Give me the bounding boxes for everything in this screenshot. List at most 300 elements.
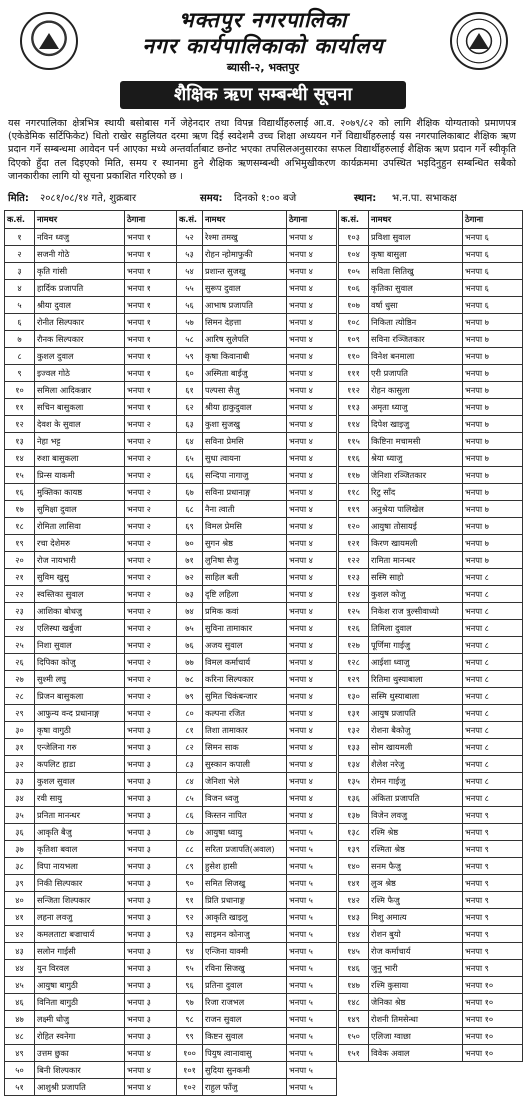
student-address: भनपा ४ (287, 671, 337, 688)
table-row (339, 450, 523, 467)
student-address: भनपा ८ (463, 722, 523, 739)
student-name: अमृता ध्याजु (369, 399, 463, 416)
student-address: भनपा २ (125, 416, 177, 433)
office-address: ब्यासी-२, भक्तपुर (226, 61, 300, 74)
student-address: भनपा ५ (287, 909, 337, 926)
student-address: भनपा ४ (287, 705, 337, 722)
table-row (5, 790, 177, 807)
serial-number: ५४ (177, 263, 203, 280)
student-address: भनपा ५ (287, 1028, 337, 1045)
student-address: भनपा ८ (463, 586, 523, 603)
student-name: सरिता प्रजापति(अवाल) (203, 841, 287, 858)
table-row (5, 688, 177, 705)
table-row (177, 756, 337, 773)
table-row (177, 722, 337, 739)
student-name: आरिष सुलेपति (203, 331, 287, 348)
student-name: आयुषा तोसायई (369, 518, 463, 535)
serial-number: १६ (5, 484, 35, 501)
serial-number: १४८ (339, 994, 369, 1011)
student-name: जेनिका श्रेष्ठ (369, 994, 463, 1011)
table-row (177, 246, 337, 263)
student-address: भनपा ३ (125, 994, 177, 1011)
table-row (177, 348, 337, 365)
student-name: सजनी गोठे (35, 246, 125, 263)
student-name: किष्टन सुवाल (203, 1028, 287, 1045)
student-name: सुविना तामाकार (203, 620, 287, 637)
table-row (339, 960, 523, 977)
student-address: भनपा १ (125, 399, 177, 416)
table-row (177, 552, 337, 569)
student-address: भनपा ६ (463, 280, 523, 297)
student-name: समिला आदिकन्नार (35, 382, 125, 399)
serial-number: १२६ (339, 620, 369, 637)
student-address: भनपा २ (125, 450, 177, 467)
serial-number: १५१ (339, 1045, 369, 1062)
student-name: रोनीत सिल्पकार (35, 314, 125, 331)
student-name: इज्वल गोठे (35, 365, 125, 382)
serial-number: ८ (5, 348, 35, 365)
student-address: भनपा ९ (463, 841, 523, 858)
student-name: सुमिक्षा दुवाल (35, 501, 125, 518)
table-row (339, 246, 523, 263)
serial-number: ६९ (177, 518, 203, 535)
table-row (177, 943, 337, 960)
student-address: भनपा १ (125, 297, 177, 314)
student-address: भनपा ३ (125, 926, 177, 943)
table-row (5, 416, 177, 433)
student-name: किरण खायमली (369, 535, 463, 552)
student-address: भनपा ४ (287, 365, 337, 382)
serial-number: १०७ (339, 297, 369, 314)
student-address: भनपा ७ (463, 348, 523, 365)
column-header-name: नामथर (203, 211, 287, 229)
student-address: भनपा ७ (463, 484, 523, 501)
table-row (177, 501, 337, 518)
student-address: भनपा १ (125, 382, 177, 399)
student-address: भनपा ३ (125, 841, 177, 858)
student-name: रोमिता लासिवा (35, 518, 125, 535)
student-address: भनपा ४ (125, 1062, 177, 1079)
column-header-sn: क.सं. (177, 211, 203, 229)
table-row (177, 841, 337, 858)
table-row (339, 858, 523, 875)
table-row (339, 399, 523, 416)
student-address: भनपा ४ (287, 569, 337, 586)
student-address: भनपा ६ (463, 229, 523, 246)
table-row (339, 671, 523, 688)
table-row (339, 824, 523, 841)
table-row (177, 960, 337, 977)
student-name: देवश के सुवाल (35, 416, 125, 433)
student-name: रामिता मानन्धर (369, 552, 463, 569)
serial-number: १०६ (339, 280, 369, 297)
table-row (339, 535, 523, 552)
student-name: प्रिजन बासुकला (35, 688, 125, 705)
serial-number: ९६ (177, 977, 203, 994)
student-name: सस्मि थुस्याबाला (369, 688, 463, 705)
serial-number: ५६ (177, 297, 203, 314)
column-header-sn: क.सं. (5, 211, 35, 229)
serial-number: ७८ (177, 671, 203, 688)
table-row (339, 773, 523, 790)
table-row (5, 705, 177, 722)
serial-number: १४२ (339, 892, 369, 909)
table-row (177, 926, 337, 943)
student-name: बिनी शिल्पकार (35, 1062, 125, 1079)
serial-number: ३३ (5, 773, 35, 790)
serial-number: ४३ (5, 943, 35, 960)
student-address: भनपा ५ (287, 977, 337, 994)
table-row (177, 399, 337, 416)
serial-number: २२ (5, 586, 35, 603)
serial-number: ११८ (339, 484, 369, 501)
table-row (177, 824, 337, 841)
student-address: भनपा ५ (287, 824, 337, 841)
student-address: भनपा ९ (463, 892, 523, 909)
table-row (339, 977, 523, 994)
student-name: सलोन गाईसी (35, 943, 125, 960)
student-address: भनपा ३ (125, 892, 177, 909)
student-address: भनपा ७ (463, 399, 523, 416)
student-name: दिपेश खाइजु (369, 416, 463, 433)
serial-number: १३ (5, 433, 35, 450)
table-row (177, 909, 337, 926)
table-row (5, 399, 177, 416)
municipality-seal-right (450, 12, 508, 70)
student-name: वर्षा धुसा (369, 297, 463, 314)
table-row (339, 348, 523, 365)
student-address: भनपा ४ (287, 688, 337, 705)
student-name: कमलताटा बज्राचार्य (35, 926, 125, 943)
serial-number: ७४ (177, 603, 203, 620)
student-name: सुरूप दुवाल (203, 280, 287, 297)
student-name: सुस्कान कपाली (203, 756, 287, 773)
serial-number: ९३ (177, 926, 203, 943)
student-address: भनपा ५ (287, 841, 337, 858)
table-row (5, 280, 177, 297)
student-name: कल्पना रजित (203, 705, 287, 722)
serial-number: ८० (177, 705, 203, 722)
serial-number: ८२ (177, 739, 203, 756)
table-row (177, 875, 337, 892)
student-address: भनपा ८ (463, 688, 523, 705)
table-row (339, 994, 523, 1011)
student-address: भनपा २ (125, 433, 177, 450)
student-address: भनपा ४ (287, 722, 337, 739)
table-row (5, 943, 177, 960)
student-address: भनपा ९ (463, 909, 523, 926)
time-label: समय: (200, 193, 223, 204)
table-row (339, 943, 523, 960)
serial-number: ५८ (177, 331, 203, 348)
serial-number: १४५ (339, 943, 369, 960)
student-name: सचिन बासुकला (35, 399, 125, 416)
student-address: भनपा ४ (287, 484, 337, 501)
student-address: भनपा ३ (125, 1028, 177, 1045)
student-name: रश्मि श्रेष्ठ (369, 824, 463, 841)
table-row (5, 994, 177, 1011)
table-row (339, 297, 523, 314)
student-address: भनपा २ (125, 637, 177, 654)
table-row (177, 433, 337, 450)
serial-number: ६८ (177, 501, 203, 518)
student-name: विनिता बागुठी (35, 994, 125, 1011)
table-row (339, 501, 523, 518)
serial-number: १०३ (339, 229, 369, 246)
serial-number: ५७ (177, 314, 203, 331)
student-name: रोहन न्होमाफुकी (203, 246, 287, 263)
table-row (5, 297, 177, 314)
student-address: भनपा ९ (463, 926, 523, 943)
serial-number: १३८ (339, 824, 369, 841)
table-row (5, 586, 177, 603)
serial-number: ३० (5, 722, 35, 739)
student-address: भनपा ४ (287, 416, 337, 433)
table-row (339, 552, 523, 569)
serial-number: ६२ (177, 399, 203, 416)
student-name: युन विरवल (35, 960, 125, 977)
table-row (177, 739, 337, 756)
student-address: भनपा ३ (125, 756, 177, 773)
serial-number: ८९ (177, 858, 203, 875)
table-row (177, 654, 337, 671)
student-name: कृषा किवानाबी (203, 348, 287, 365)
serial-number: ८५ (177, 790, 203, 807)
serial-number: ८१ (177, 722, 203, 739)
serial-number: ७९ (177, 688, 203, 705)
student-name: कृति गांसी (35, 263, 125, 280)
table-row (177, 858, 337, 875)
table-row (339, 926, 523, 943)
serial-number: ६१ (177, 382, 203, 399)
serial-number: १८ (5, 518, 35, 535)
table-row (5, 552, 177, 569)
student-name: सविता सितिखु (369, 263, 463, 280)
serial-number: ११९ (339, 501, 369, 518)
table-row (177, 620, 337, 637)
serial-number: १३४ (339, 756, 369, 773)
student-name: स्वस्तिका सुवाल (35, 586, 125, 603)
table-row (177, 535, 337, 552)
table-row (5, 892, 177, 909)
student-address: भनपा ७ (463, 450, 523, 467)
table-row (177, 688, 337, 705)
student-name: रोहन कासुला (369, 382, 463, 399)
student-name: विजन ध्वजु (203, 790, 287, 807)
table-row (177, 416, 337, 433)
student-name: जेनिशा भेले (203, 773, 287, 790)
header (0, 0, 526, 80)
table-row (339, 263, 523, 280)
student-address: भनपा ७ (463, 433, 523, 450)
student-address: भनपा ७ (463, 382, 523, 399)
time-value: दिनको १:०० बजे (234, 193, 297, 204)
serial-number: ९१ (177, 892, 203, 909)
student-name: रोमन गाईजु (369, 773, 463, 790)
student-address: भनपा ४ (287, 637, 337, 654)
student-name: रौनक सिल्पकार (35, 331, 125, 348)
student-table-3 (338, 210, 523, 1062)
serial-number: ११४ (339, 416, 369, 433)
student-name: रचा देशेमरु (35, 535, 125, 552)
table-row (5, 518, 177, 535)
student-name: विमल प्रेमसि (203, 518, 287, 535)
student-address: भनपा ७ (463, 552, 523, 569)
serial-number: ८३ (177, 756, 203, 773)
student-address: भनपा ५ (287, 943, 337, 960)
student-name: सिमन देहत्ता (203, 314, 287, 331)
serial-number: १४७ (339, 977, 369, 994)
student-address: भनपा ७ (463, 467, 523, 484)
student-name: एलिजा ग्वाछा (369, 1028, 463, 1045)
serial-number: १०९ (339, 331, 369, 348)
student-name: प्रिति प्रधानाङ्ग (203, 892, 287, 909)
table-row (339, 518, 523, 535)
student-address: भनपा ४ (287, 773, 337, 790)
student-address: भनपा ८ (463, 739, 523, 756)
student-name: करिना सिल्पकार (203, 671, 287, 688)
student-name: आयुषा बागुठी (35, 977, 125, 994)
student-name: रोशनी तिमसेन्धा (369, 1011, 463, 1028)
student-name: अंकिता प्रजापति (369, 790, 463, 807)
table-row (5, 450, 177, 467)
student-name: दृष्टि लहिला (203, 586, 287, 603)
student-name: सुदिया सुनकमी (203, 1062, 287, 1079)
student-address: भनपा ८ (463, 756, 523, 773)
table-row (177, 892, 337, 909)
serial-number: ९२ (177, 909, 203, 926)
table-row (5, 263, 177, 280)
student-name: समित सिजखु (203, 875, 287, 892)
table-row (5, 875, 177, 892)
serial-number: ३९ (5, 875, 35, 892)
student-name: कृषा बासुला (369, 246, 463, 263)
student-name: कुशल कोजु (369, 586, 463, 603)
table-row (5, 433, 177, 450)
serial-number: ९४ (177, 943, 203, 960)
student-name: सिमन साक (203, 739, 287, 756)
student-name: प्रतिना दुवाल (203, 977, 287, 994)
student-address: भनपा २ (125, 671, 177, 688)
student-address: भनपा ५ (287, 926, 337, 943)
student-address: भनपा ६ (463, 297, 523, 314)
student-address: भनपा ८ (463, 637, 523, 654)
student-address: भनपा ८ (463, 569, 523, 586)
table-row (339, 229, 523, 246)
student-address: भनपा ४ (287, 790, 337, 807)
serial-number: १४१ (339, 875, 369, 892)
serial-number: ११२ (339, 382, 369, 399)
student-address: भनपा ४ (287, 756, 337, 773)
table-row (5, 739, 177, 756)
serial-number: ४४ (5, 960, 35, 977)
serial-number: ४९ (5, 1045, 35, 1062)
student-address: भनपा ४ (287, 518, 337, 535)
serial-number: १०४ (339, 246, 369, 263)
student-name: साइमन कोनाजु (203, 926, 287, 943)
serial-number: १३० (339, 688, 369, 705)
student-address: भनपा १ (125, 229, 177, 246)
serial-number: ९५ (177, 960, 203, 977)
student-name: विपा नायभला (35, 858, 125, 875)
serial-number: १३६ (339, 790, 369, 807)
student-name: निकेश राज त्रुल्सीवाध्यो (369, 603, 463, 620)
table-row (177, 977, 337, 994)
table-row (177, 1011, 337, 1028)
serial-number: ६३ (177, 416, 203, 433)
student-name: प्रमिक कवां (203, 603, 287, 620)
table-row (339, 484, 523, 501)
serial-number: ७१ (177, 552, 203, 569)
serial-number: ८६ (177, 807, 203, 824)
table-row (339, 892, 523, 909)
student-address: भनपा १ (125, 348, 177, 365)
student-name: प्रविशा सुवाल (369, 229, 463, 246)
serial-number: १३९ (339, 841, 369, 858)
table-row (5, 824, 177, 841)
serial-number: १९ (5, 535, 35, 552)
student-name: शैलेश नरेजु (369, 756, 463, 773)
serial-number: ४ (5, 280, 35, 297)
student-address: भनपा २ (125, 501, 177, 518)
student-name: रश्मि कुसाया (369, 977, 463, 994)
student-name: एरी प्रजापति (369, 365, 463, 382)
student-address: भनपा १ (125, 365, 177, 382)
serial-number: १२ (5, 416, 35, 433)
student-address: भनपा ६ (463, 246, 523, 263)
student-table-2 (176, 210, 337, 1096)
student-name: जुनु भारी (369, 960, 463, 977)
table-row (177, 382, 337, 399)
date-value: २०८१/०८/१४ गते, शुक्रबार (40, 193, 137, 204)
student-address: भनपा ४ (287, 297, 337, 314)
table-row (339, 705, 523, 722)
student-address: भनपा ४ (287, 331, 337, 348)
place-label: स्थान: (354, 193, 377, 204)
serial-number: २८ (5, 688, 35, 705)
student-name: श्रेया ध्याजु (369, 450, 463, 467)
serial-number: १ (5, 229, 35, 246)
student-name: सुगन श्रेष्ठ (203, 535, 287, 552)
table-row (5, 484, 177, 501)
table-row (5, 569, 177, 586)
serial-number: ३८ (5, 858, 35, 875)
student-address: भनपा ४ (287, 535, 337, 552)
table-row (5, 331, 177, 348)
table-row (339, 365, 523, 382)
column-header-name: नामथर (35, 211, 125, 229)
table-row (177, 518, 337, 535)
student-address: भनपा ४ (287, 450, 337, 467)
student-name: रिजा राजभल (203, 994, 287, 1011)
student-address: भनपा ७ (463, 518, 523, 535)
student-name: रोशना बैकोजु (369, 722, 463, 739)
student-address: भनपा ९ (463, 943, 523, 960)
student-address: भनपा ८ (463, 654, 523, 671)
student-name: उत्तम छुका (35, 1045, 125, 1062)
student-name: आफुन्य वन्द प्रधानाङ्ग (35, 705, 125, 722)
table-row (5, 909, 177, 926)
table-row (177, 1028, 337, 1045)
student-address: भनपा ५ (287, 875, 337, 892)
student-address: भनपा २ (125, 484, 177, 501)
student-address: भनपा ५ (287, 1045, 337, 1062)
table-row (5, 841, 177, 858)
table-row (339, 875, 523, 892)
student-name: विवेक अवाल (369, 1045, 463, 1062)
serial-number: १३१ (339, 705, 369, 722)
table-row (177, 314, 337, 331)
